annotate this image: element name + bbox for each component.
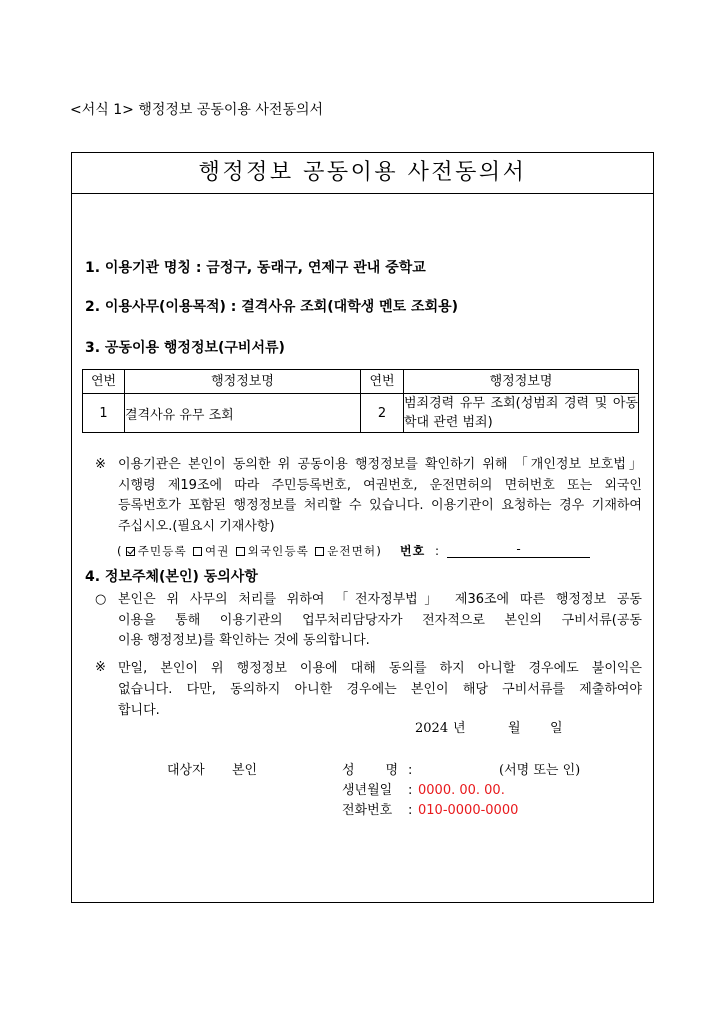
option-label: 주민등록 bbox=[137, 544, 187, 558]
privacy-note-line: 이용기관은 본인이 동의한 위 공동이용 행정정보를 확인하기 위해 「개인정보 보호법」 bbox=[118, 457, 642, 472]
consent-statement-line: 이용을 통해 이용기관의 업무처리담당자가 전자적으로 본인의 구비서류(공동 bbox=[118, 612, 642, 628]
table-cell-info-name: 범죄경력 유무 조회(성범죄 경력 및 아동학대 관련 범죄) bbox=[404, 394, 639, 433]
form-title: 행정정보 공동이용 사전동의서 bbox=[72, 153, 653, 194]
refusal-note-line: 만일, 본인이 위 행정정보 이용에 대해 동의를 하지 아니할 경우에도 불이익은 bbox=[118, 661, 642, 676]
form-number-label: <서식 1> 행정정보 공동이용 사전동의서 bbox=[70, 102, 324, 118]
phone-value[interactable]: 010-0000-0000 bbox=[418, 803, 519, 818]
id-type-options bbox=[117, 543, 382, 559]
birth-date-value[interactable]: 0000. 00. 00. bbox=[418, 783, 505, 798]
signer-role-value: 본인 bbox=[232, 763, 258, 778]
circle-bullet: ○ bbox=[95, 592, 107, 607]
refusal-note-line: 없습니다. 다만, 동의하지 아니한 경우에는 본인이 해당 구비서류를 제출하여야 bbox=[118, 682, 642, 697]
section-consent: 4. 정보주체(본인) 동의사항 bbox=[85, 569, 258, 585]
consent-statement-line: 이용 행정정보)를 확인하는 것에 동의합니다. bbox=[118, 633, 370, 648]
column-header-info-name: 행정정보명 bbox=[125, 370, 361, 394]
column-header-number: 연번 bbox=[83, 370, 125, 394]
checkbox[interactable] bbox=[315, 547, 324, 556]
consent-statement bbox=[118, 590, 642, 652]
id-option-passport[interactable] bbox=[193, 543, 230, 559]
signer-role-label: 대상자 bbox=[167, 763, 205, 778]
id-number-colon: : bbox=[435, 544, 440, 558]
close-paren: ) bbox=[376, 544, 383, 558]
birth-date-colon: : bbox=[408, 783, 413, 798]
date-day-unit: 일 bbox=[550, 721, 563, 736]
section-agency-name: 1. 이용기관 명칭 : 금정구, 동래구, 연제구 관내 중학교 bbox=[85, 260, 426, 276]
privacy-note bbox=[118, 455, 642, 538]
privacy-note-line: 등록번호가 포함된 행정정보를 처리할 수 있습니다. 이용기관이 요청하는 경우 기재하여 bbox=[118, 498, 642, 514]
section-shared-info: 3. 공동이용 행정정보(구비서류) bbox=[85, 340, 285, 356]
shared-info-table bbox=[82, 369, 639, 433]
id-number-field[interactable] bbox=[447, 542, 590, 558]
privacy-note-line: 주십시오.(필요시 기재사항) bbox=[118, 519, 275, 535]
date-year: 2024 bbox=[415, 721, 449, 736]
id-number-separator: - bbox=[516, 542, 521, 556]
checkbox[interactable] bbox=[236, 547, 245, 556]
id-option-resident-registration[interactable] bbox=[126, 543, 187, 559]
table-cell-info-name: 결격사유 유무 조회 bbox=[125, 394, 361, 433]
refusal-note-line: 합니다. bbox=[118, 703, 160, 718]
refusal-note bbox=[118, 658, 642, 721]
option-label: 외국인등록 bbox=[247, 544, 310, 558]
option-label: 여권 bbox=[204, 544, 230, 558]
checkbox[interactable] bbox=[126, 547, 135, 556]
id-option-foreigner-registration[interactable] bbox=[236, 543, 310, 559]
id-number-label: 번호 bbox=[400, 544, 426, 558]
table-cell-number: 2 bbox=[361, 394, 404, 433]
privacy-note-line: 시행령 제19조에 따라 주민등록번호, 여권번호, 운전면허의 면허번호 또는 외국인 bbox=[118, 477, 642, 493]
name-signature-field[interactable] bbox=[418, 762, 496, 780]
table-header-row bbox=[83, 370, 639, 394]
checkbox[interactable] bbox=[193, 547, 202, 556]
open-paren: ( bbox=[117, 544, 123, 558]
consent-statement-line: 본인은 위 사무의 처리를 위하여 「전자정부법」 제36조에 따른 행정정보 공동 bbox=[118, 592, 642, 607]
column-header-number: 연번 bbox=[361, 370, 404, 394]
table-row bbox=[83, 394, 639, 433]
column-header-info-name: 행정정보명 bbox=[404, 370, 639, 394]
birth-date-label: 생년월일 bbox=[342, 783, 393, 798]
option-label: 운전면허 bbox=[327, 544, 377, 558]
date-year-unit: 년 bbox=[453, 721, 466, 736]
date-month-unit: 월 bbox=[508, 721, 521, 736]
table-cell-number: 1 bbox=[83, 394, 125, 433]
phone-colon: : bbox=[408, 803, 413, 818]
name-label: 성 명 bbox=[342, 763, 398, 778]
signature-hint: (서명 또는 인) bbox=[499, 763, 581, 778]
phone-label: 전화번호 bbox=[342, 803, 393, 818]
name-colon: : bbox=[408, 763, 413, 778]
section-purpose: 2. 이용사무(이용목적) : 결격사유 조회(대학생 멘토 조회용) bbox=[85, 299, 459, 315]
reference-mark: ※ bbox=[95, 660, 106, 675]
id-option-driver-license[interactable] bbox=[315, 543, 376, 559]
reference-mark: ※ bbox=[95, 457, 106, 472]
